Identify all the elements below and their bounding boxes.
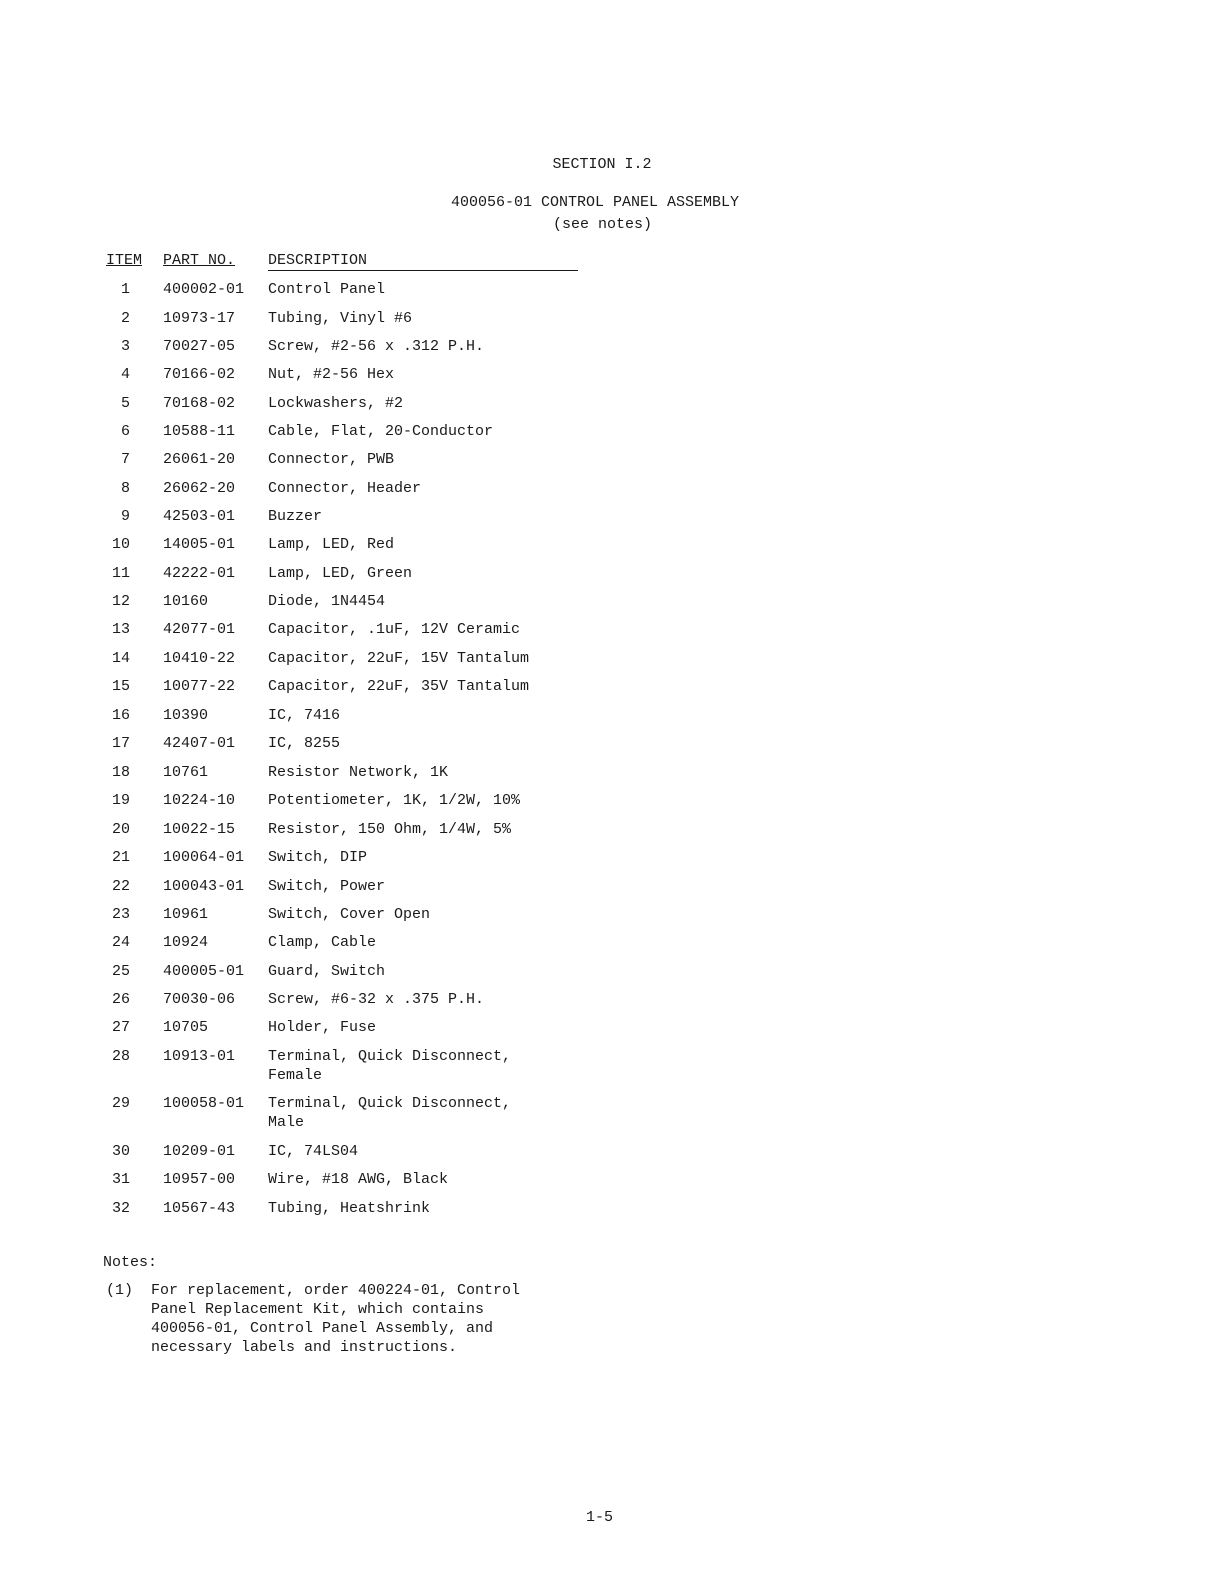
item-number: 1	[120, 281, 130, 298]
part-description: Terminal, Quick Disconnect, Female	[268, 1048, 512, 1084]
item-number: 10	[111, 536, 130, 553]
part-number: 10957-00	[163, 1171, 236, 1188]
part-number: 100058-01	[163, 1095, 245, 1112]
part-description: Resistor Network, 1K	[268, 764, 449, 781]
item-number: 16	[111, 707, 130, 724]
part-description: Capacitor, 22uF, 35V Tantalum	[268, 678, 530, 695]
part-description: Tubing, Heatshrink	[268, 1200, 431, 1217]
part-description: Clamp, Cable	[268, 934, 377, 951]
part-description: IC, 8255	[268, 735, 341, 752]
part-description: Tubing, Vinyl #6	[268, 310, 413, 327]
part-description: Switch, Cover Open	[268, 906, 431, 923]
item-number: 24	[111, 934, 130, 951]
item-number: 9	[120, 508, 130, 525]
item-number: 31	[111, 1171, 130, 1188]
part-number: 10588-11	[163, 423, 236, 440]
part-description: Control Panel	[268, 281, 386, 298]
item-number: 27	[111, 1019, 130, 1036]
note-text: For replacement, order 400224-01, Control Panel Replacement Kit, which contains 400056-01, Control Panel Assembly, and necessary labels and instructions.	[151, 1282, 521, 1356]
part-number: 10961	[163, 906, 209, 923]
part-number: 42407-01	[163, 735, 236, 752]
part-number: 10077-22	[163, 678, 236, 695]
part-description: Wire, #18 AWG, Black	[268, 1171, 449, 1188]
part-description: Terminal, Quick Disconnect, Male	[268, 1095, 512, 1131]
item-number: 21	[111, 849, 130, 866]
part-number: 10567-43	[163, 1200, 236, 1217]
part-number: 42503-01	[163, 508, 236, 525]
part-number: 10390	[163, 707, 209, 724]
part-description: Resistor, 150 Ohm, 1/4W, 5%	[268, 821, 512, 838]
part-description: Diode, 1N4454	[268, 593, 386, 610]
part-description: Holder, Fuse	[268, 1019, 377, 1036]
item-number: 15	[111, 678, 130, 695]
part-description: Buzzer	[268, 508, 323, 525]
item-number: 5	[120, 395, 130, 412]
part-description: Capacitor, .1uF, 12V Ceramic	[268, 621, 521, 638]
item-number: 25	[111, 963, 130, 980]
part-number: 10160	[163, 593, 209, 610]
page-number: 1-5	[586, 1509, 614, 1526]
part-number: 10022-15	[163, 821, 236, 838]
item-number: 17	[111, 735, 130, 752]
part-description: Cable, Flat, 20-Conductor	[268, 423, 494, 440]
part-description: Guard, Switch	[268, 963, 386, 980]
part-number: 10973-17	[163, 310, 236, 327]
part-number: 400002-01	[163, 281, 245, 298]
part-number: 10924	[163, 934, 209, 951]
header-item: ITEM	[106, 252, 143, 269]
part-description: IC, 74LS04	[268, 1143, 359, 1160]
header-description: DESCRIPTION	[268, 252, 368, 269]
item-number: 23	[111, 906, 130, 923]
section-title: SECTION I.2	[552, 156, 652, 173]
part-number: 42077-01	[163, 621, 236, 638]
part-number: 100043-01	[163, 878, 245, 895]
part-number: 10913-01	[163, 1048, 236, 1065]
part-number: 42222-01	[163, 565, 236, 582]
part-number: 10761	[163, 764, 209, 781]
part-description: Screw, #2-56 x .312 P.H.	[268, 338, 485, 355]
part-number: 26061-20	[163, 451, 236, 468]
item-number: 26	[111, 991, 130, 1008]
part-number: 70030-06	[163, 991, 236, 1008]
part-description: Switch, Power	[268, 878, 386, 895]
assembly-title: 400056-01 CONTROL PANEL ASSEMBLY	[451, 194, 740, 211]
part-description: Nut, #2-56 Hex	[268, 366, 395, 383]
part-number: 26062-20	[163, 480, 236, 497]
item-number: 32	[111, 1200, 130, 1217]
item-number: 8	[120, 480, 130, 497]
item-number: 30	[111, 1143, 130, 1160]
part-description: Lamp, LED, Green	[268, 565, 413, 582]
part-number: 70168-02	[163, 395, 236, 412]
item-number: 6	[120, 423, 130, 440]
notes-label: Notes:	[103, 1254, 158, 1271]
header-part-no: PART NO.	[163, 252, 236, 269]
part-number: 70166-02	[163, 366, 236, 383]
item-number: 22	[111, 878, 130, 895]
item-number: 4	[120, 366, 130, 383]
part-number: 10209-01	[163, 1143, 236, 1160]
part-number: 70027-05	[163, 338, 236, 355]
part-description: Lamp, LED, Red	[268, 536, 395, 553]
item-number: 12	[111, 593, 130, 610]
part-description: Capacitor, 22uF, 15V Tantalum	[268, 650, 530, 667]
part-description: Lockwashers, #2	[268, 395, 404, 412]
part-description: Screw, #6-32 x .375 P.H.	[268, 991, 485, 1008]
part-number: 10224-10	[163, 792, 236, 809]
note-number: (1)	[106, 1282, 134, 1299]
part-description: Potentiometer, 1K, 1/2W, 10%	[268, 792, 521, 809]
item-number: 13	[111, 621, 130, 638]
item-number: 11	[111, 565, 130, 582]
part-description: Connector, Header	[268, 480, 422, 497]
item-number: 29	[111, 1095, 130, 1112]
part-description: Switch, DIP	[268, 849, 368, 866]
part-number: 10410-22	[163, 650, 236, 667]
item-number: 20	[111, 821, 130, 838]
item-number: 19	[111, 792, 130, 809]
item-number: 3	[120, 338, 130, 355]
item-number: 18	[111, 764, 130, 781]
header-rule	[268, 270, 578, 271]
part-number: 400005-01	[163, 963, 245, 980]
item-number: 14	[111, 650, 130, 667]
part-description: IC, 7416	[268, 707, 341, 724]
item-number: 2	[120, 310, 130, 327]
item-number: 7	[120, 451, 130, 468]
item-number: 28	[111, 1048, 130, 1065]
part-description: Connector, PWB	[268, 451, 395, 468]
part-number: 100064-01	[163, 849, 245, 866]
part-number: 14005-01	[163, 536, 236, 553]
part-number: 10705	[163, 1019, 209, 1036]
assembly-note: (see notes)	[553, 216, 653, 233]
